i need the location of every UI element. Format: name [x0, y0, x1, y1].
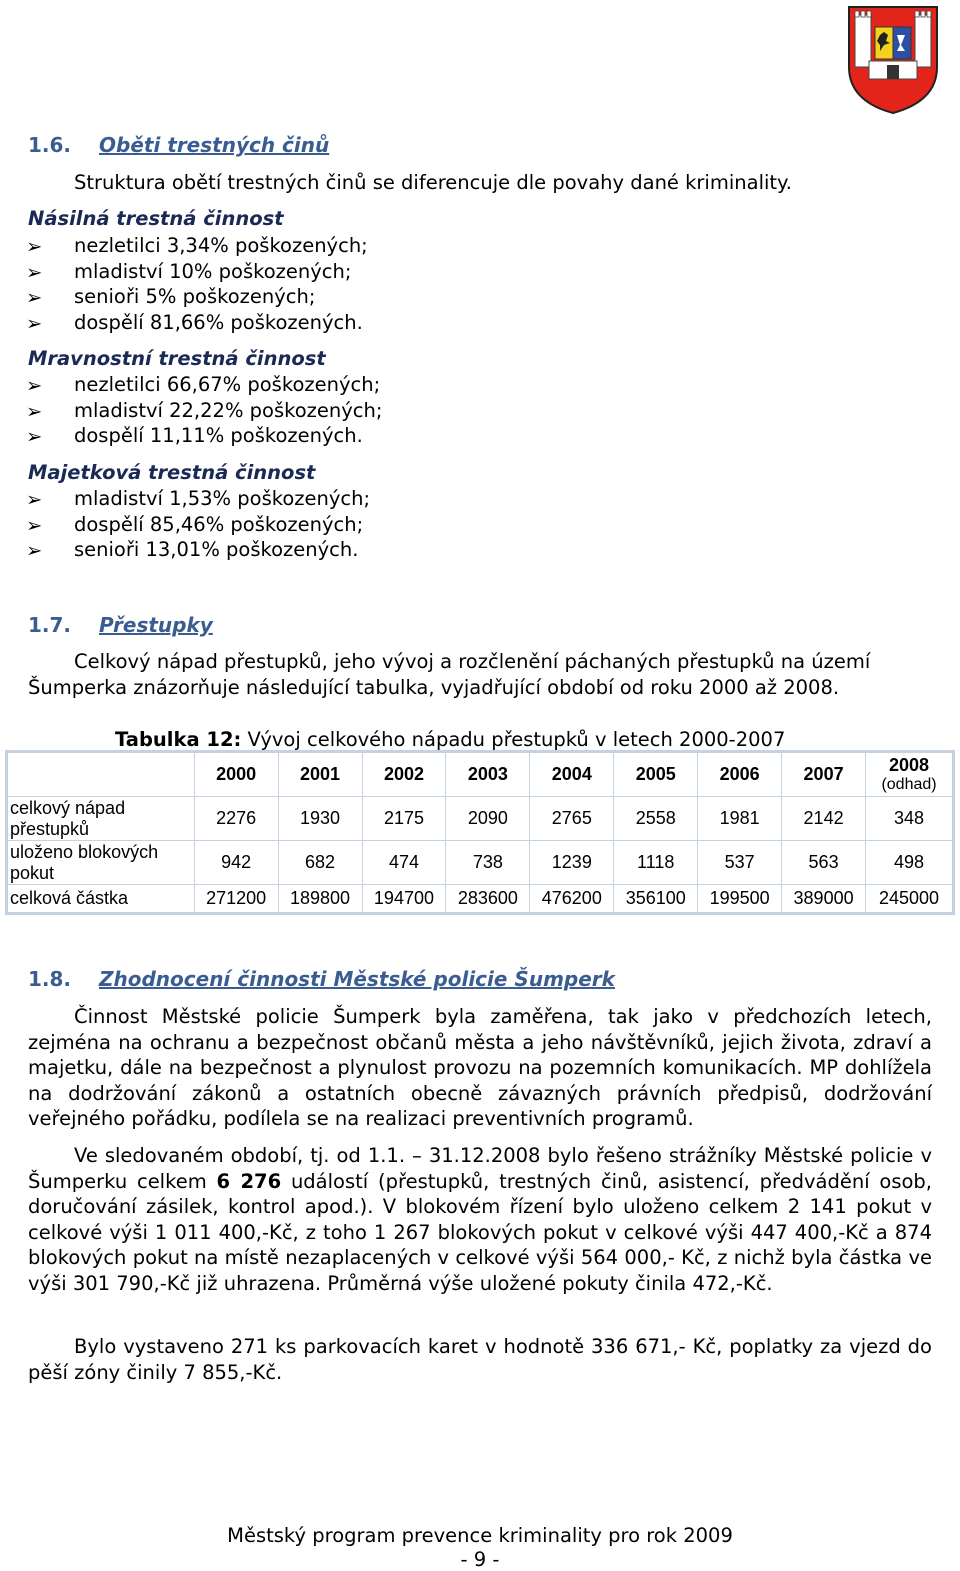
year-header: 2006: [698, 753, 782, 797]
year-header: 2003: [446, 753, 530, 797]
event-count: 6 276: [216, 1169, 282, 1193]
section-number: 1.7.: [28, 613, 72, 637]
arrow-bullet-icon: ➢: [26, 374, 43, 397]
table-cell: 942: [194, 841, 278, 885]
table-cell: 1930: [278, 797, 362, 841]
subheading: Mravnostní trestná činnost: [28, 347, 326, 370]
data-table: [5, 750, 955, 915]
table-row: [8, 885, 953, 913]
year-header-note: (odhad): [881, 775, 937, 793]
table-cell: 348: [866, 797, 953, 841]
year-header: 2005: [614, 753, 698, 797]
table-cell: 2142: [782, 797, 866, 841]
table-cell: 356100: [614, 885, 698, 913]
section-title: Oběti trestných činů: [99, 133, 330, 157]
table-cell: 194700: [362, 885, 446, 913]
section-title: Zhodnocení činnosti Městské policie Šumperk: [99, 967, 615, 991]
table-cell: 2276: [194, 797, 278, 841]
year-header: 2002: [362, 753, 446, 797]
year-header: 2007: [782, 753, 866, 797]
table-header-row: [8, 753, 953, 797]
table-cell: 537: [698, 841, 782, 885]
table-cell: 682: [278, 841, 362, 885]
arrow-bullet-icon: ➢: [26, 235, 43, 258]
table-cell: 199500: [698, 885, 782, 913]
table-cell: 563: [782, 841, 866, 885]
table-cell: 1239: [530, 841, 614, 885]
paragraph-line: Šumperka znázorňuje následující tabulka, vyjadřující období od roku 2000 až 2008.: [28, 676, 840, 699]
section-number: 1.8.: [28, 967, 72, 991]
arrow-bullet-icon: ➢: [26, 425, 43, 449]
table-cell: 389000: [782, 885, 866, 913]
table-cell: 476200: [530, 885, 614, 913]
section-number: 1.6.: [28, 133, 72, 157]
row-label: celková částka: [8, 885, 195, 913]
row-label: celkový nápad přestupků: [8, 797, 195, 841]
city-coat-of-arms-icon: [847, 5, 939, 115]
year-header: 2004: [530, 753, 614, 797]
arrow-bullet-icon: ➢: [26, 539, 43, 563]
table-cell: 474: [362, 841, 446, 885]
table-cell: 2558: [614, 797, 698, 841]
table-cell: 2765: [530, 797, 614, 841]
table-row: [8, 841, 953, 885]
paragraph: Struktura obětí trestných činů se diferencuje dle povahy dané kriminality.: [74, 171, 793, 194]
table-cell: 1118: [614, 841, 698, 885]
year-header: 2000: [194, 753, 278, 797]
arrow-bullet-icon: ➢: [26, 488, 43, 511]
paragraph: Bylo vystaveno 271 ks parkovacích karet v hodnotě 336 671,- Kč, poplatky za vjezd do pěší zóny činily 7 855,-Kč.: [28, 1335, 932, 1384]
table-caption: [115, 727, 785, 753]
arrow-bullet-icon: ➢: [26, 399, 43, 423]
table-caption-text: Vývoj celkového nápadu přestupků v letech 2000-2007: [241, 728, 786, 751]
arrow-bullet-icon: ➢: [26, 312, 43, 336]
subheading: Násilná trestná činnost: [28, 207, 284, 230]
paragraph-line: Celkový nápad přestupků, jeho vývoj a rozčlenění páchaných přestupků na území: [74, 650, 871, 673]
table-cell: 245000: [866, 885, 953, 913]
table-cell: 738: [446, 841, 530, 885]
paragraph-text: Ve sledovaném období, tj. od 1.1. – 31.12.2008 bylo řešeno strážníky Městské policie v Šumperku celkem: [28, 1144, 932, 1193]
table-caption-label: Tabulka 12:: [115, 728, 242, 751]
section-title: Přestupky: [99, 613, 213, 637]
table-row: [8, 797, 953, 841]
page-number: - 9 -: [460, 1548, 500, 1571]
year-header: [866, 753, 953, 797]
table-cell: 2090: [446, 797, 530, 841]
table-cell: 1981: [698, 797, 782, 841]
table-cell: 2175: [362, 797, 446, 841]
year-header: 2001: [278, 753, 362, 797]
arrow-bullet-icon: ➢: [26, 260, 43, 284]
table-cell: 498: [866, 841, 953, 885]
table-corner-cell: [8, 753, 195, 797]
year-header-label: 2008: [888, 754, 930, 775]
table-cell: 271200: [194, 885, 278, 913]
paragraph-text: událostí (přestupků, trestných činů, asistencí, předvádění osob, doručování zásilek, kontrol apod.). V blokovém řízení bylo uloženo celkem 2 141 pokut v celkové výši 1 011 400,-Kč, z toho 1 267 blokových pokut v celkové výši 447 400,-Kč a 874 blokových pokut na místě nezaplacených v celkové výši 564 000,- Kč, z nichž byla částka ve výši 301 790,-Kč již uhrazena. Průměrná výše uložené pokuty činila 472,-Kč.: [28, 1169, 932, 1295]
arrow-bullet-icon: ➢: [26, 513, 43, 537]
subheading: Majetková trestná činnost: [28, 461, 316, 484]
paragraph: [28, 1143, 932, 1296]
paragraph: Činnost Městské policie Šumperk byla zaměřena, tak jako v předchozích letech, zejména na ochranu a bezpečnost občanů města a jeho návštěvníků, jejich života, zdraví a majetku, dále na bezpečnost a plynulost provozu na pozemních komunikacích. MP dohlížela na dodržování zákonů a ostatních obecně závazných právních předpisů, dodržování veřejného pořádku, podílela se na realizaci preventivních programů.: [28, 1005, 932, 1130]
table-cell: 189800: [278, 885, 362, 913]
footer-title: Městský program prevence kriminality pro rok 2009: [227, 1524, 733, 1547]
table-cell: 283600: [446, 885, 530, 913]
row-label: uloženo blokových pokut: [8, 841, 195, 885]
arrow-bullet-icon: ➢: [26, 286, 43, 310]
